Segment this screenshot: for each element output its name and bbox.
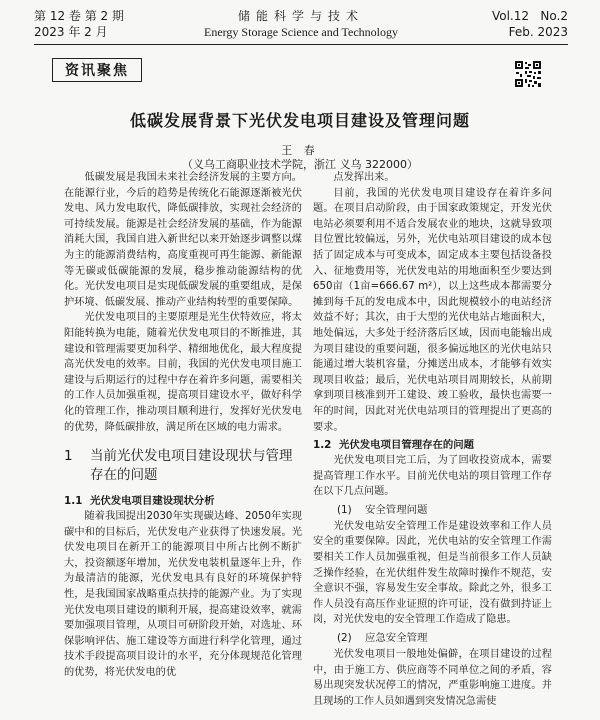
column-badge: 资讯聚焦 bbox=[52, 58, 142, 82]
volume-cn: 第 12 卷 第 2 期 bbox=[34, 9, 124, 23]
subsection-2-number: (2) bbox=[337, 632, 352, 645]
subsection-2-paragraph: 光伏发电项目一般地处偏僻，在项目建设的过程中，由于施工方、供应商等不同单位之间的矛盾，容易出现突发状况停工的情况，严重影响施工进度。并且现场的工作人员如遇到突发情况急需使 bbox=[313, 649, 552, 707]
subsection-1-title: 安全管理问题 bbox=[365, 503, 428, 516]
subsection-1-heading bbox=[337, 502, 552, 519]
section-1-1-paragraph: 随着我国提出2030年实现碳达峰、2050年实现碳中和的目标后，光伏发电产业获得了快速发展。光伏发电项目在新开工的能源项目中所占比例不断扩大，投资额逐年增加，光伏发电装机量逐年上升，作为最清洁的能源，光伏发电具有良好的环境保护特性，是我国国家战略重点扶持的能源产业。为了实现光伏发电项目建设的顺利开展，提高建设效率，就需要加强项目管理，从项目可研阶段开始，对选址、环保影响评估、施工建设等方面进行科学化管理，通过技术手段提高项目设计的水平，充分体现规范化管理的优势，将光伏发电的优 bbox=[64, 511, 302, 679]
intro-paragraph-2: 光伏发电项目的主要原理是光生伏特效应，将太阳能转换为电能，随着光伏发电项目的不断推进，其建设和管理需要更加科学、精细地优化，最大程度提高光伏发电的效率。目前，我国的光伏发电项目施工建设与后期运行的过程中存在着许多问题，需要相关的工作人员加强重视，提高项目建设水平，做好科学化的管理工作，推动项目顺利进行，发挥好光伏发电的优势，降低碳排放，满足所在区域的电力需求。 bbox=[64, 312, 302, 433]
section-1-2-number: 1.2 bbox=[313, 439, 332, 452]
section-1-2-title: 光伏发电项目管理存在的问题 bbox=[339, 439, 475, 452]
article-title: 低碳发展背景下光伏发电项目建设及管理问题 bbox=[129, 111, 470, 130]
subsection-2-heading bbox=[337, 630, 552, 647]
author-affiliation: （义乌工商职业技术学院，浙江 义乌 322000） bbox=[182, 158, 418, 171]
volume-en: Vol.12 No.2 bbox=[491, 9, 568, 23]
section-1-1-title: 光伏发电项目建设现状分析 bbox=[90, 495, 215, 508]
intro-paragraph-1: 低碳发展是我国未来社会经济发展的主要方向。在能源行业，今后的趋势是传统化石能源逐渐被光伏发电、风力发电取代，降低碳排放，实现社会经济的可持续发展。能源是社会经济发展的基础，作为能源消耗大国，我国自进入新世纪以来开始逐步调整以煤为主的能源消费结构，高度重视可再生能源、新能源等无碳或低碳能源的发展，稳步推动能源结构的优化。光伏发电项目是实现低碳发展的重要组成，是保护环境、低碳发展、推动产业结构转型的重要保障。 bbox=[64, 172, 302, 308]
date-en: Feb. 2023 bbox=[508, 25, 568, 39]
header-rule bbox=[34, 44, 568, 45]
section-1-2-heading bbox=[313, 437, 552, 453]
continued-paragraph: 点发挥出来。 bbox=[333, 172, 395, 183]
section-1-number: 1 bbox=[64, 448, 73, 465]
subsection-1-paragraph: 光伏发电站安全管理工作是建设效率和工作人员安全的重要保障。因此，光伏电站的安全管理工作需要相关工作人员加强重视，但是当前很多工作人员缺乏操作经验，在光伏组件发生故障时操作不规范，安全意识不强，容易发生安全事故。除此之外，很多工作人员没有高压作业证照的许可证，没有做到持证上岗，对光伏发电的安全管理工作造成了隐患。 bbox=[313, 520, 552, 626]
header-right bbox=[492, 8, 568, 40]
right-column bbox=[313, 170, 552, 709]
left-column bbox=[64, 170, 302, 681]
section-1-heading bbox=[64, 447, 302, 485]
header-center bbox=[34, 8, 568, 40]
date-cn: 2023 年 2 月 bbox=[34, 25, 108, 39]
journal-name-en: Energy Storage Science and Technology bbox=[204, 25, 398, 39]
section-1-title: 当前光伏发电项目建设现状与管理存在的问题 bbox=[90, 448, 293, 484]
subsection-1-number: (1) bbox=[337, 503, 352, 516]
section-1-1-heading bbox=[64, 493, 302, 509]
subsection-2-title: 应急安全管理 bbox=[365, 632, 428, 645]
qr-code-icon bbox=[514, 60, 542, 88]
section-1-2-paragraph: 光伏发电项目完工后，为了回收投资成本，需要提高管理工作水平。目前光伏电站的项目管理工作存在以下几点问题。 bbox=[313, 455, 552, 498]
section-1-1-number: 1.1 bbox=[64, 495, 83, 508]
running-header bbox=[34, 8, 568, 48]
problems-paragraph: 目前，我国的光伏发电项目建设存在着许多问题。在项目启动阶段，由于国家政策规定，开发光伏电站必须要利用不适合发展农业的地块，这就导致项目位置比较偏远，另外，光伏电站项目建设的成本包括了固定成本与可变成本，固定成本主要包括设备投入、征地费用等，光伏发电站的用地面积至少要达到650亩（1亩=666.67 m²），以上这些成本都需要分摊到每千瓦的发电成本中，因此规模较小的电站经济效益不好；其次，由于大型的光伏电站占地面积大，地处偏远，大多处于经济落后区域，因而电能输出成为项目建设的重要问题，很多偏远地区的光伏电站只能通过增大装机容量，分摊送出成本，才能够有效实现项目收益；最后，光伏电站项目周期较长，从前期拿到项目核准到开工建设、竣工验收，最快也需要一年的时间，因此对光伏电站项目的管理提出了更高的要求。 bbox=[313, 187, 552, 433]
journal-name-cn: 储能科学与技术 bbox=[237, 9, 364, 23]
article-author: 王 春 bbox=[281, 144, 319, 157]
